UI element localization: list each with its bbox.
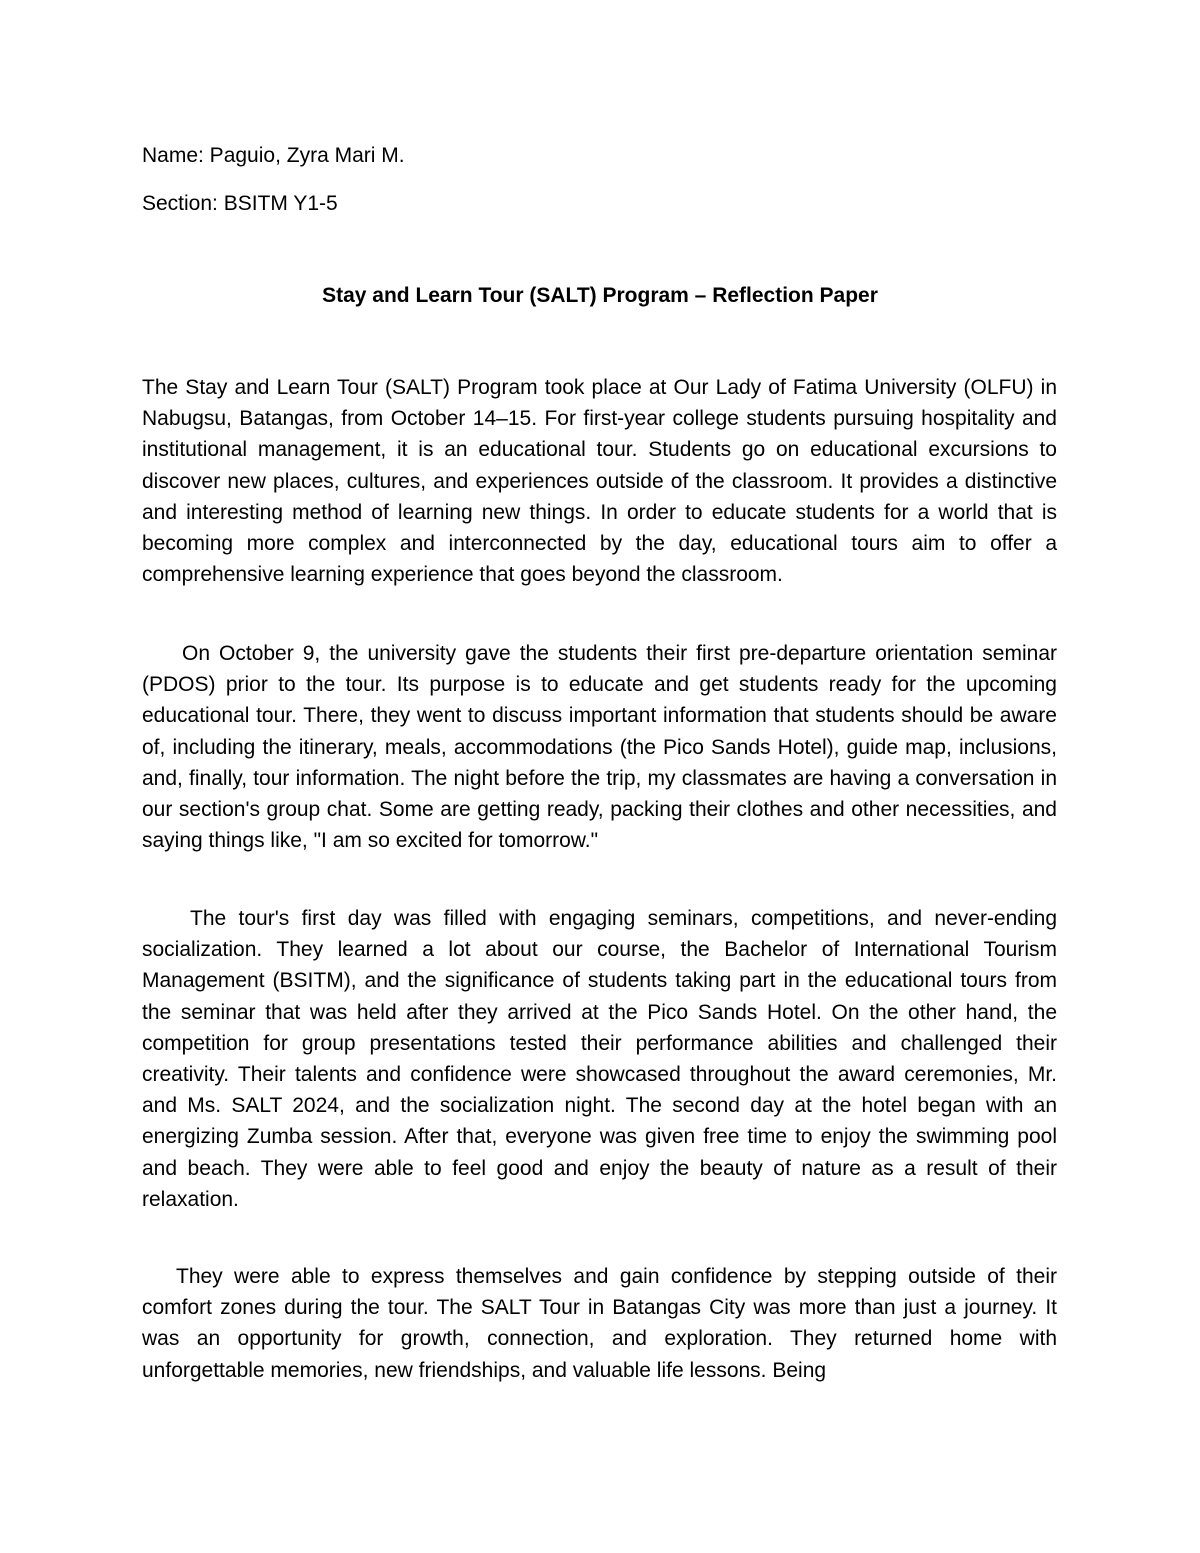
paragraph-3: The tour's first day was filled with engaging seminars, competitions, and never-ending socialization. They learned a lot about our course, the Bachelor of International Tourism Management (BSITM), and the significance of students taking part in the educational tours from the seminar that was held after they arrived at the Pico Sands Hotel. On the other hand, the competition for group presentations tested their performance abilities and challenged their creativity. Their talents and confidence were showcased throughout the award ceremonies, Mr. and Ms. SALT 2024, and the socialization night. The second day at the hotel began with an energizing Zumba session. After that, everyone was given free time to enjoy the swimming pool and beach. They were able to feel good and enjoy the beauty of nature as a result of their relaxation. bbox=[142, 907, 1057, 1211]
paragraph-4: They were able to express themselves and gain confidence by stepping outside of their comfort zones during the tour. The SALT Tour in Batangas City was more than just a journey. It was an opportunity for growth, connection, and exploration. They returned home with unforgettable memories, new friendships, and valuable life lessons. Being bbox=[142, 1265, 1057, 1382]
paragraph-2: On October 9, the university gave the students their first pre-departure orientation seminar (PDOS) prior to the tour. Its purpose is to educate and get students ready for the upcoming educational tour. There, they went to discuss important information that students should be aware of, including the itinerary, meals, accommodations (the Pico Sands Hotel), guide map, inclusions, and, finally, tour information. The night before the trip, my classmates are having a conversation in our section's group chat. Some are getting ready, packing their clothes and other necessities, and saying things like, "I am so excited for tomorrow." bbox=[142, 642, 1057, 853]
section-line: Section: BSITM Y1-5 bbox=[142, 192, 338, 215]
paragraph-1: The Stay and Learn Tour (SALT) Program took place at Our Lady of Fatima University (OLFU) in Nabugsu, Batangas, from October 14–15. For first-year college students pursuing hospitality and institutional management, it is an educational tour. Students go on educational excursions to discover new places, cultures, and experiences outside of the classroom. It provides a distinctive and interesting method of learning new things. In order to educate students for a world that is becoming more complex and interconnected by the day, educational tours aim to offer a comprehensive learning experience that goes beyond the classroom. bbox=[142, 376, 1057, 587]
paper-title: Stay and Learn Tour (SALT) Program – Reflection Paper bbox=[322, 284, 878, 307]
student-name-line: Name: Paguio, Zyra Mari M. bbox=[142, 144, 405, 167]
